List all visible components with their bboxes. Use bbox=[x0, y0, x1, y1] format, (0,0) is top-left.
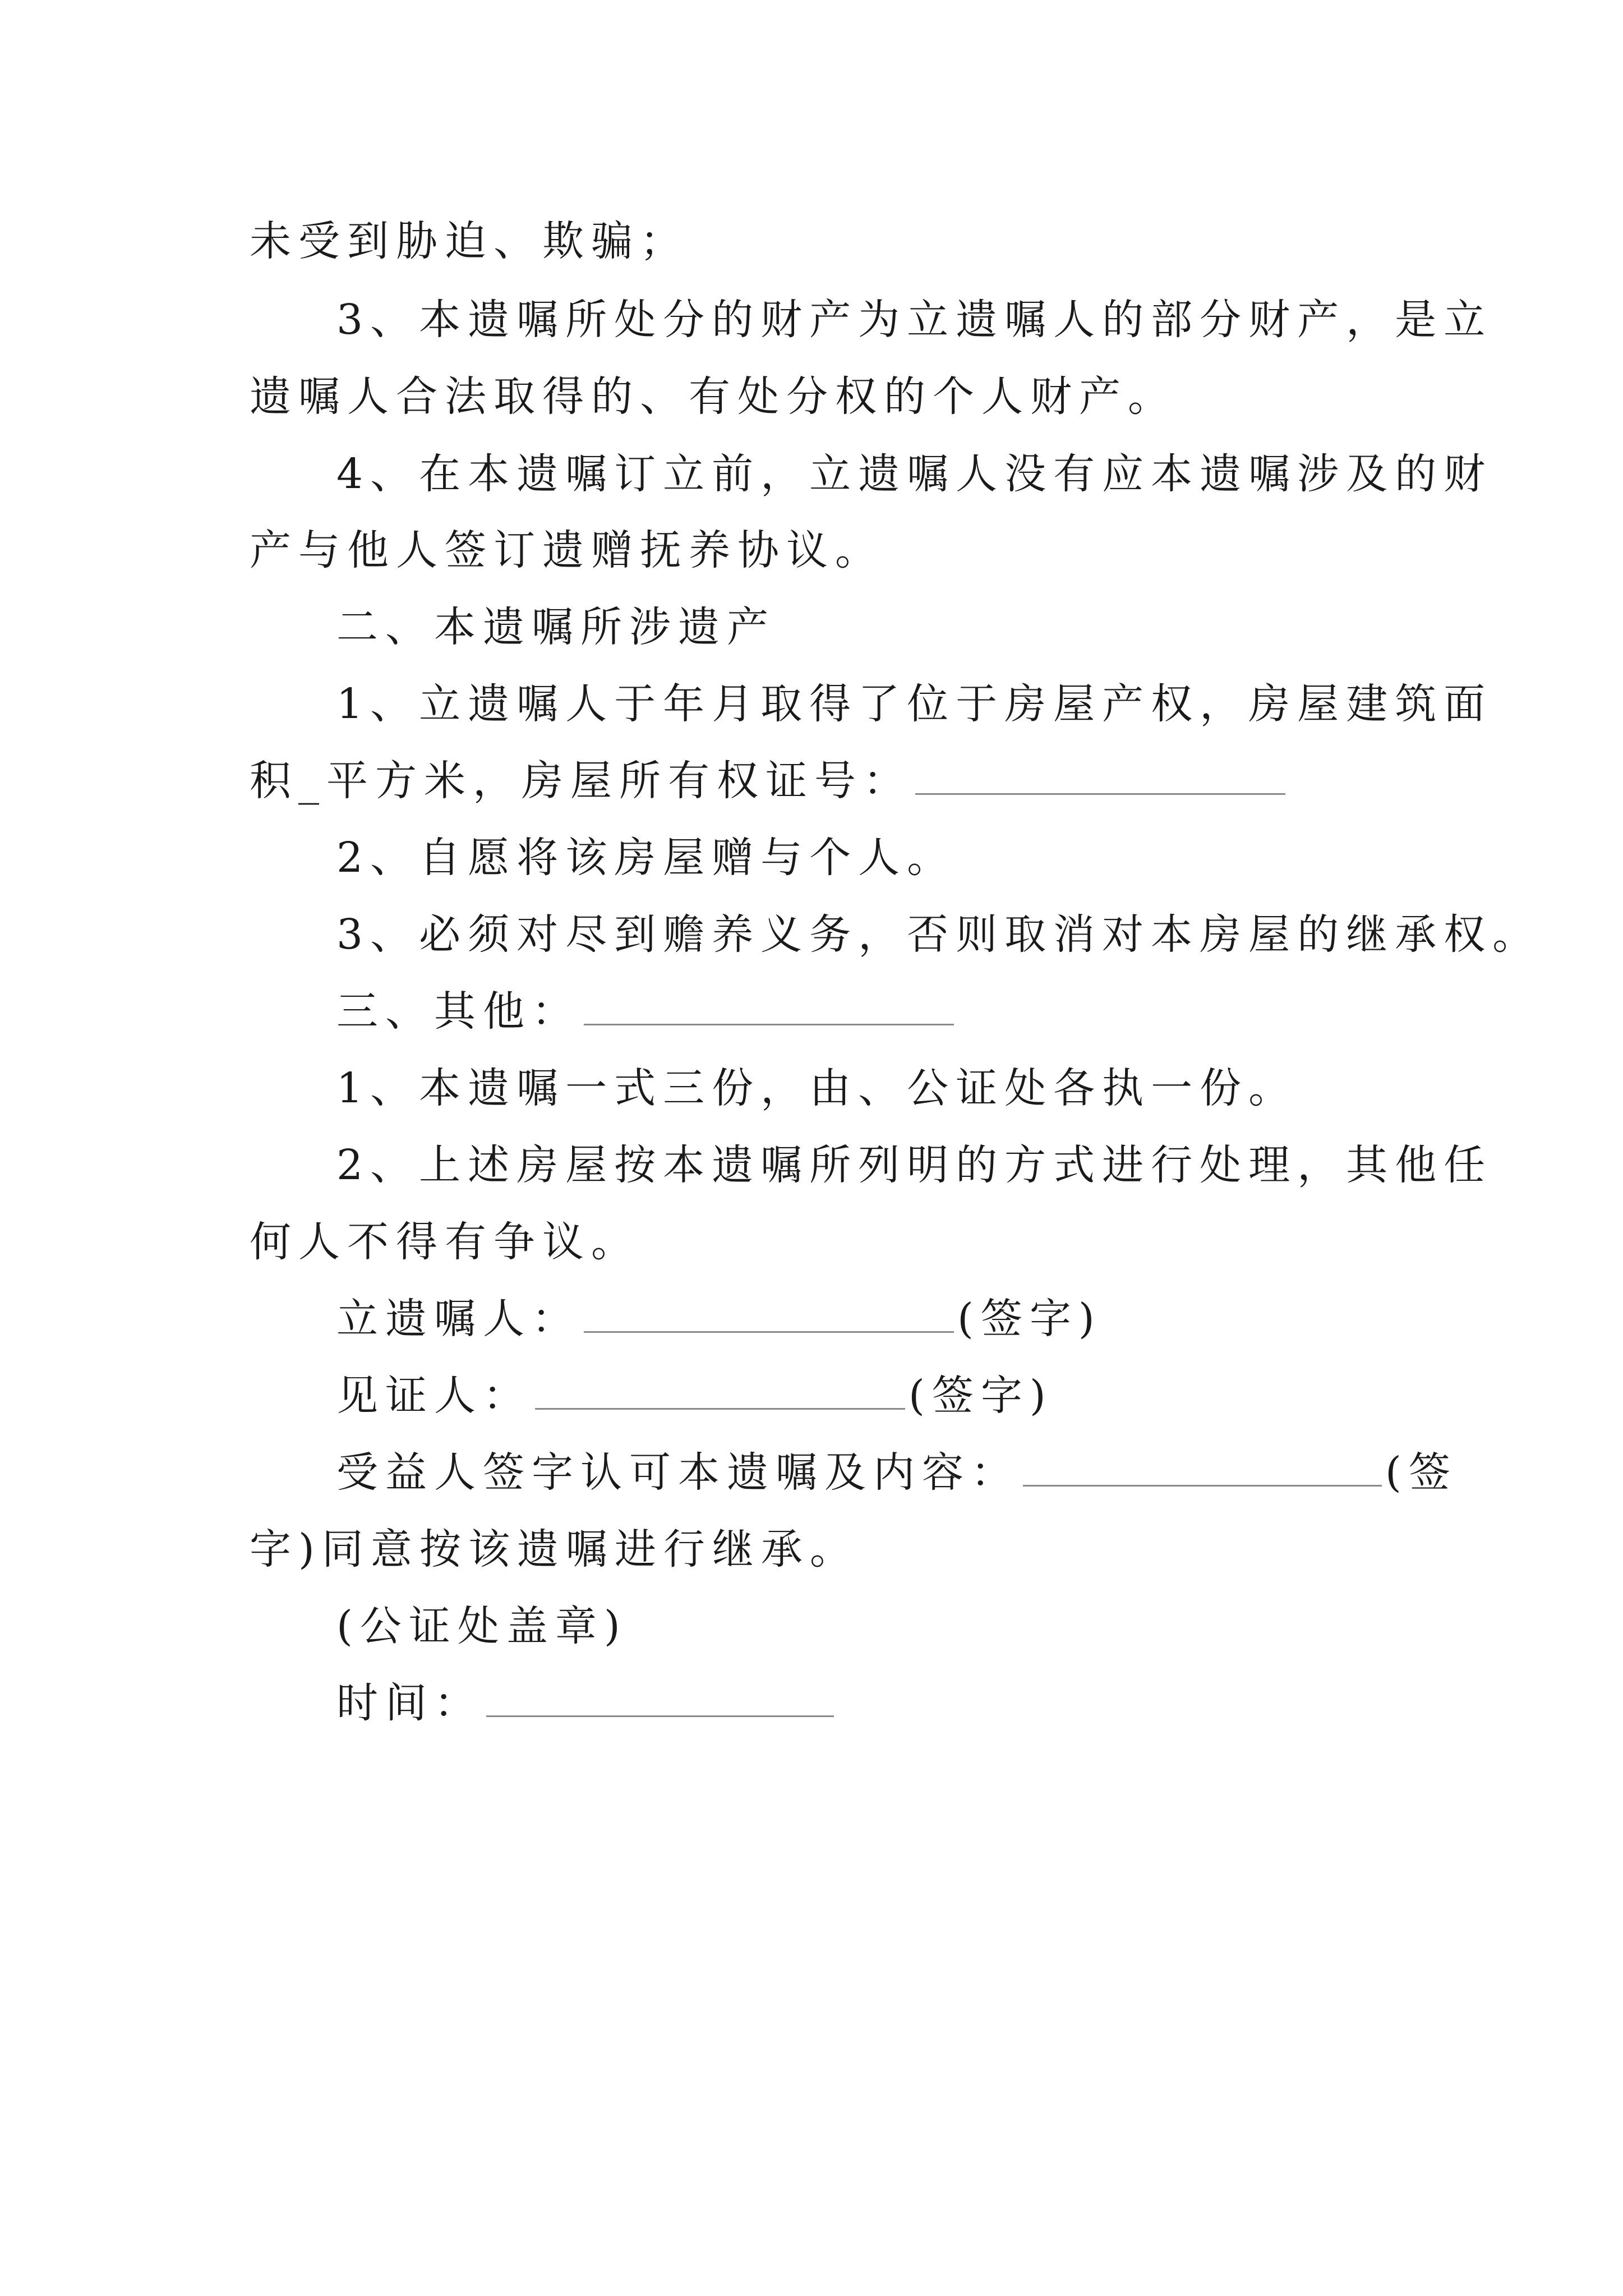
text: (签 bbox=[1385, 1448, 1458, 1497]
text: 三、其他： bbox=[336, 987, 580, 1036]
text: 4、在本遗嘱订立前，立遗嘱人没有应本遗嘱涉及的财 bbox=[336, 450, 1493, 498]
paragraph-line bbox=[250, 1510, 1623, 1589]
other-blank[interactable] bbox=[584, 991, 954, 1025]
text: 遗嘱人合法取得的、有处分权的个人财产。 bbox=[250, 372, 1177, 421]
date-blank[interactable] bbox=[486, 1683, 834, 1717]
paragraph-line bbox=[336, 1126, 1623, 1204]
paragraph-line bbox=[250, 357, 1623, 436]
text: 字)同意按该遗嘱进行继承。 bbox=[250, 1525, 859, 1573]
date-line bbox=[336, 1664, 1623, 1742]
text: 2、上述房屋按本遗嘱所列明的方式进行处理，其他任 bbox=[336, 1141, 1493, 1189]
paragraph-line bbox=[336, 435, 1623, 513]
text: 1、本遗嘱一式三份，由、公证处各执一份。 bbox=[336, 1064, 1298, 1112]
witness-signature-blank[interactable] bbox=[535, 1375, 905, 1410]
text: 3、本遗嘱所处分的财产为立遗嘱人的部分财产，是立 bbox=[336, 296, 1493, 344]
text: 1、立遗嘱人于年月取得了位于房屋产权，房屋建筑面 bbox=[336, 680, 1493, 728]
paragraph-line bbox=[250, 742, 1623, 820]
testator-signature-line bbox=[336, 1280, 1623, 1358]
paragraph-line bbox=[336, 280, 1623, 359]
witness-signature-line bbox=[336, 1356, 1623, 1435]
text: 见证人： bbox=[336, 1372, 532, 1420]
paragraph-line bbox=[250, 1203, 1623, 1281]
section-heading bbox=[336, 972, 1623, 1051]
paragraph-line bbox=[336, 895, 1623, 974]
text: (签字) bbox=[909, 1372, 1053, 1420]
text: 2、自愿将该房屋赠与个人。 bbox=[336, 834, 956, 882]
paragraph-line bbox=[336, 818, 1623, 897]
text: 二、本遗嘱所涉遗产 bbox=[336, 603, 776, 651]
text: (公证处盖章) bbox=[336, 1602, 628, 1650]
text: (签字) bbox=[957, 1295, 1102, 1343]
text: 3、必须对尽到赡养义务，否则取消对本房屋的继承权。 bbox=[336, 910, 1542, 959]
paragraph-line bbox=[250, 511, 1623, 590]
paragraph-line bbox=[336, 1049, 1623, 1128]
text: 产与他人签订遗赠抚养协议。 bbox=[250, 526, 884, 574]
beneficiary-signature-line bbox=[336, 1433, 1623, 1512]
text: 时间： bbox=[336, 1679, 483, 1727]
text: 未受到胁迫、欺骗； bbox=[250, 217, 689, 265]
text: 立遗嘱人： bbox=[336, 1295, 580, 1343]
text: 受益人签字认可本遗嘱及内容： bbox=[336, 1448, 1020, 1497]
beneficiary-signature-blank[interactable] bbox=[1023, 1452, 1382, 1487]
paragraph-line bbox=[250, 202, 1623, 280]
text: 何人不得有争议。 bbox=[250, 1218, 640, 1266]
text: 积_平方米，房屋所有权证号： bbox=[250, 757, 912, 805]
certificate-number-blank[interactable] bbox=[915, 761, 1285, 795]
notary-seal-line bbox=[336, 1587, 1623, 1665]
section-heading bbox=[336, 588, 1623, 666]
testator-signature-blank[interactable] bbox=[584, 1299, 954, 1333]
paragraph-line bbox=[336, 665, 1623, 743]
